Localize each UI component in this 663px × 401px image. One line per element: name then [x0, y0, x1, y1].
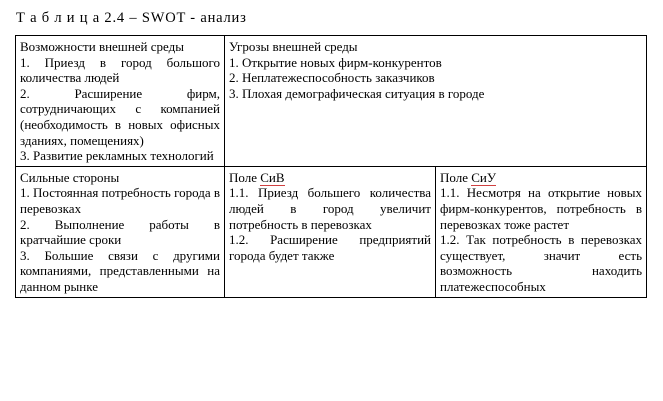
swot-table — [15, 35, 647, 298]
strengths-item-2: 2. Выполнение работы в кратчайшие сроки — [20, 216, 220, 248]
cell-strengths — [16, 166, 225, 297]
opportunities-item-1: 1. Приезд в город большого количества людей — [20, 54, 220, 86]
table-caption — [16, 10, 649, 27]
opportunities-item-2: 2. Расширение фирм, сотрудничающих с компанией (необходимость в новых офисных зданиях, помещениях) — [20, 85, 220, 148]
field-siv-item-2: 1.2. Расширение предприятий города будет также — [229, 232, 431, 263]
threats-heading: Угрозы внешней среды — [229, 39, 358, 54]
opportunities-heading: Возможности внешней среды — [20, 39, 184, 54]
cell-field-siu — [436, 166, 647, 297]
field-siu-heading-marked: СиУ — [471, 169, 497, 185]
field-siv-heading-marked: СиВ — [260, 169, 285, 185]
table-caption-text: Т а б л и ц а 2.4 – SWOT - анализ — [16, 10, 247, 26]
field-siu-item-1: 1.1. Несмотря на открытие новых фирм-конкурентов, потребность в перевозках тоже растет — [440, 185, 643, 232]
field-siv-item-1: 1.1. Приезд большего количества людей в город увеличит потребность в перевозках — [229, 185, 431, 232]
opportunities-item-3: 3. Развитие рекламных технологий — [20, 148, 214, 164]
field-siu-item-2: 1.2. Так потребность в перевозках существует, значит есть возможность находить платежеспособных — [440, 232, 643, 294]
cell-threats — [225, 36, 647, 167]
table-row — [16, 166, 647, 297]
field-siv-heading-prefix: Поле — [229, 169, 261, 185]
field-siu-heading — [440, 170, 642, 186]
field-siv-heading — [229, 170, 431, 186]
threats-item-1: 1. Открытие новых фирм-конкурентов — [229, 54, 442, 70]
threats-item-3: 3. Плохая демографическая ситуация в городе — [229, 85, 485, 101]
cell-field-siv — [225, 166, 436, 297]
strengths-item-1: 1. Постоянная потребность города в перевозках — [20, 185, 220, 216]
cell-opportunities — [16, 36, 225, 167]
threats-item-2: 2. Неплатежеспособность заказчиков — [229, 70, 435, 86]
strengths-item-3: 3. Большие связи с другими компаниями, представленными на данном рынке — [20, 247, 220, 294]
field-siu-heading-prefix: Поле — [440, 169, 472, 185]
table-row — [16, 36, 647, 167]
strengths-heading: Сильные стороны — [20, 169, 120, 185]
